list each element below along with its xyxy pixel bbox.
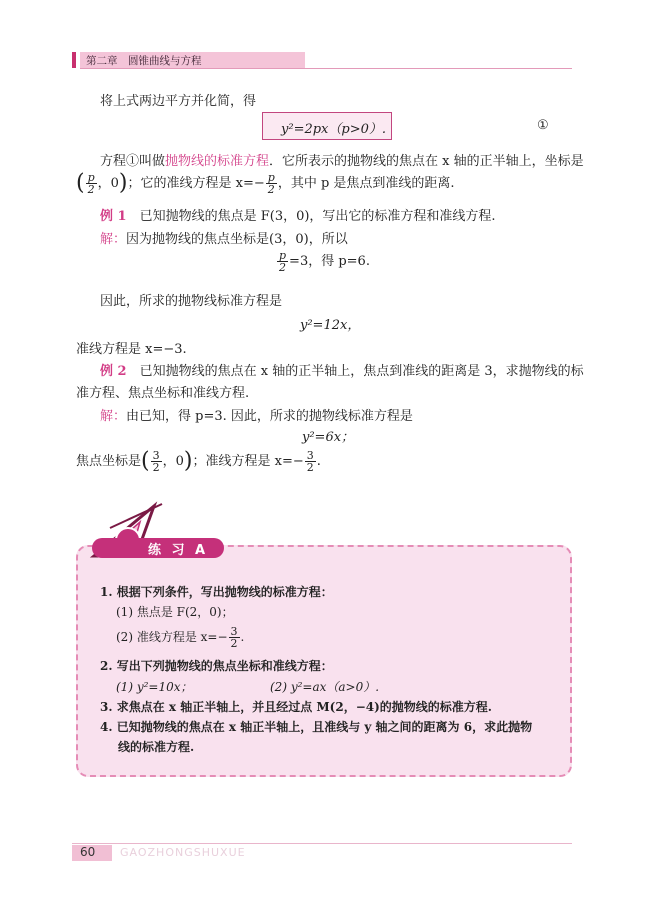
header-accent-bar [72, 52, 76, 68]
exercise-q4-cont: 线的标准方程. [118, 740, 195, 754]
page-number: 60 [80, 845, 96, 859]
example-1-solution: 解：因为抛物线的焦点坐标是(3，0)，所以 [100, 232, 348, 247]
example-2-statement-2: 准方程、焦点坐标和准线方程. [76, 386, 250, 401]
exercise-q1b: (2) 准线方程是 x=− $\frac{3}{2}$ . [116, 625, 245, 650]
footer-watermark: GAOZHONGSHUXUE [120, 846, 246, 859]
example-1-line2: 因此，所求的抛物线标准方程是 [100, 294, 283, 309]
footer-rule [72, 843, 572, 844]
example-1-eq1: $\frac{p}{2}$ =3，得 p=6. [279, 249, 370, 274]
exercise-q2a: (1) y²=10x； [116, 680, 193, 694]
example-2-focus: 焦点坐标是( $\frac{3}{2}$ ，0)；准线方程是 x=− $\frac{3}{2}$ . [76, 448, 321, 474]
example-2-eq: y²=6x； [302, 430, 355, 445]
exercise-q2b: (2) y²=ax（a>0）. [270, 680, 380, 694]
chapter-title: 第二章 圆锥曲线与方程 [86, 55, 202, 67]
exercise-q1: 1. 根据下列条件，写出抛物线的标准方程： [100, 585, 333, 599]
term-highlight: 抛物线的标准方程 [165, 154, 270, 169]
example-1-eq2: y²=12x， [300, 318, 361, 333]
exercise-title: 练 习 A [148, 543, 209, 558]
exercise-q1a: (1) 焦点是 F(2，0)； [116, 605, 234, 619]
example-1-line3: 准线方程是 x=−3. [76, 342, 187, 357]
standard-equation-box [262, 112, 392, 140]
definition-line-2: ( $\frac{p}{2}$ ，0)；它的准线方程是 x=− $\frac{p}{2}$ ，其中 p 是焦点到准线的距离. [76, 170, 455, 196]
example-2-statement: 例 2 已知抛物线的焦点在 x 轴的正半轴上，焦点到准线的距离是 3，求抛物线的标 [100, 364, 584, 379]
intro-text: 将上式两边平方并化简，得 [100, 94, 257, 109]
equation-marker: ① [537, 118, 549, 133]
example-1-statement: 例 1 已知抛物线的焦点是 F(3，0)，写出它的标准方程和准线方程. [100, 209, 496, 224]
example-2-solution: 解：由已知，得 p=3. 因此，所求的抛物线标准方程是 [100, 409, 413, 424]
equation-1: y²=2px（p>0）. [281, 122, 386, 137]
exercise-q3: 3. 求焦点在 x 轴正半轴上，并且经过点 M(2，−4)的抛物线的标准方程. [100, 700, 492, 714]
exercise-q4: 4. 已知抛物线的焦点在 x 轴正半轴上，且准线与 y 轴之间的距离为 6，求此抛物 [100, 720, 533, 734]
definition-line-1: 方程①叫做抛物线的标准方程．它所表示的抛物线的焦点在 x 轴的正半轴上，坐标是 [100, 154, 584, 169]
exercise-q2: 2. 写出下列抛物线的焦点坐标和准线方程： [100, 659, 333, 673]
header-rule [80, 68, 572, 69]
